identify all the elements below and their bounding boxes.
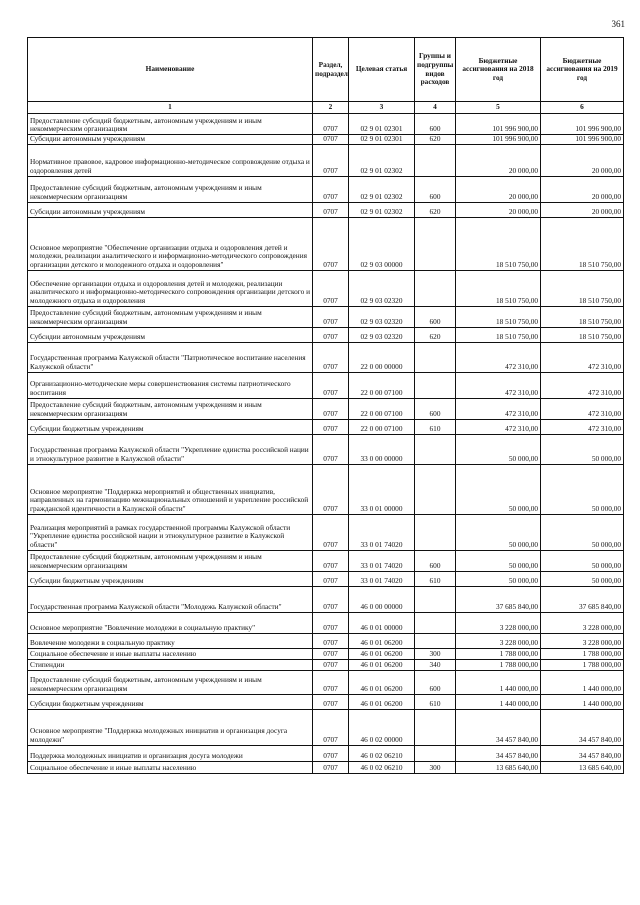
cell-name: Предоставление субсидий бюджетным, автономным учреждениям и иным некоммерческим организациям: [28, 398, 313, 419]
cell-y2019: 37 685 840,00: [541, 586, 624, 612]
column-number: 4: [415, 102, 456, 114]
cell-y2019: 1 440 000,00: [541, 670, 624, 694]
cell-y2018: 472 310,00: [456, 398, 541, 419]
cell-y2018: 13 685 640,00: [456, 761, 541, 773]
cell-name: Предоставление субсидий бюджетным, автономным учреждениям и иным некоммерческим организациям: [28, 114, 313, 135]
cell-group: 620: [415, 202, 456, 217]
cell-group: 600: [415, 398, 456, 419]
cell-section: 0707: [313, 550, 349, 571]
cell-name: Субсидии бюджетным учреждениям: [28, 694, 313, 709]
cell-name: Социальное обеспечение и иные выплаты населению: [28, 761, 313, 773]
table-header-row: [28, 38, 624, 102]
cell-y2018: 1 440 000,00: [456, 670, 541, 694]
cell-y2018: 18 510 750,00: [456, 306, 541, 327]
cell-name: Государственная программа Калужской области "Патриотическое воспитание населения Калужской области": [28, 342, 313, 372]
cell-section: 0707: [313, 398, 349, 419]
cell-y2018: 1 788 000,00: [456, 659, 541, 670]
cell-y2018: 18 510 750,00: [456, 217, 541, 270]
table-row: [28, 745, 624, 761]
table-row: [28, 648, 624, 659]
cell-y2018: 37 685 840,00: [456, 586, 541, 612]
table-row: [28, 398, 624, 419]
table-row: [28, 709, 624, 745]
cell-y2019: 20 000,00: [541, 202, 624, 217]
cell-group: 620: [415, 327, 456, 342]
cell-y2018: 18 510 750,00: [456, 270, 541, 306]
table-row: [28, 586, 624, 612]
cell-group: [415, 612, 456, 633]
column-number: 1: [28, 102, 313, 114]
cell-y2018: 34 457 840,00: [456, 709, 541, 745]
cell-group: 600: [415, 306, 456, 327]
table-row: [28, 342, 624, 372]
cell-name: Социальное обеспечение и иные выплаты населению: [28, 648, 313, 659]
cell-y2019: 472 310,00: [541, 419, 624, 434]
cell-section: 0707: [313, 144, 349, 176]
cell-group: 600: [415, 550, 456, 571]
cell-y2019: 20 000,00: [541, 176, 624, 202]
cell-y2019: 50 000,00: [541, 434, 624, 464]
table-row: [28, 144, 624, 176]
table-row: [28, 464, 624, 514]
header-name: Наименование: [28, 38, 313, 102]
cell-name: Субсидии автономным учреждениям: [28, 135, 313, 145]
cell-article: 02 9 01 02302: [349, 202, 415, 217]
cell-y2019: 101 996 900,00: [541, 114, 624, 135]
cell-group: [415, 217, 456, 270]
cell-article: 02 9 01 02302: [349, 144, 415, 176]
cell-section: 0707: [313, 342, 349, 372]
cell-y2019: 18 510 750,00: [541, 217, 624, 270]
cell-group: 300: [415, 761, 456, 773]
cell-y2019: 472 310,00: [541, 398, 624, 419]
cell-y2018: 50 000,00: [456, 464, 541, 514]
cell-article: 46 0 01 06200: [349, 659, 415, 670]
cell-name: Поддержка молодежных инициатив и организация досуга молодежи: [28, 745, 313, 761]
cell-y2019: 50 000,00: [541, 571, 624, 586]
cell-y2018: 472 310,00: [456, 342, 541, 372]
cell-group: [415, 709, 456, 745]
cell-y2019: 20 000,00: [541, 144, 624, 176]
cell-section: 0707: [313, 372, 349, 398]
cell-y2018: 472 310,00: [456, 372, 541, 398]
cell-section: 0707: [313, 659, 349, 670]
cell-name: Основное мероприятие "Обеспечение организации отдыха и оздоровления детей и молодежи, реализации аналитического и информационно-методического сопровождения организации детского и молодежного отдыха и оздоровления": [28, 217, 313, 270]
cell-name: Вовлечение молодежи в социальную практику: [28, 633, 313, 648]
cell-section: 0707: [313, 571, 349, 586]
cell-article: 33 0 00 00000: [349, 434, 415, 464]
cell-group: [415, 270, 456, 306]
cell-group: 610: [415, 694, 456, 709]
cell-y2018: 3 228 000,00: [456, 612, 541, 633]
cell-name: Предоставление субсидий бюджетным, автономным учреждениям и иным некоммерческим организациям: [28, 670, 313, 694]
cell-name: Предоставление субсидий бюджетным, автономным учреждениям и иным некоммерческим организациям: [28, 176, 313, 202]
cell-section: 0707: [313, 648, 349, 659]
cell-name: Организационно-методические меры совершенствования системы патриотического воспитания: [28, 372, 313, 398]
cell-group: [415, 514, 456, 550]
cell-article: 46 0 02 06210: [349, 745, 415, 761]
cell-name: Государственная программа Калужской области "Молодежь Калужской области": [28, 586, 313, 612]
cell-name: Предоставление субсидий бюджетным, автономным учреждениям и иным некоммерческим организациям: [28, 550, 313, 571]
cell-group: [415, 434, 456, 464]
cell-article: 02 9 03 02320: [349, 270, 415, 306]
cell-name: Обеспечение организации отдыха и оздоровления детей и молодежи, реализации аналитического и информационно-методического сопровождения организации детского и молодежного отдыха и оздоровления: [28, 270, 313, 306]
cell-y2019: 3 228 000,00: [541, 633, 624, 648]
header-article: Целевая статья: [349, 38, 415, 102]
table-row: [28, 434, 624, 464]
cell-y2018: 50 000,00: [456, 550, 541, 571]
table-row: [28, 270, 624, 306]
header-year2: Бюджетные ассигнования на 2019 год: [541, 38, 624, 102]
cell-article: 46 0 01 06200: [349, 633, 415, 648]
cell-article: 46 0 02 00000: [349, 709, 415, 745]
table-row: [28, 135, 624, 145]
cell-group: 300: [415, 648, 456, 659]
cell-section: 0707: [313, 709, 349, 745]
cell-y2018: 1 440 000,00: [456, 694, 541, 709]
column-number: 5: [456, 102, 541, 114]
cell-article: 46 0 01 06200: [349, 670, 415, 694]
cell-name: Нормативное правовое, кадровое информационно-методическое сопровождение отдыха и оздоровления детей: [28, 144, 313, 176]
cell-group: 600: [415, 114, 456, 135]
cell-section: 0707: [313, 761, 349, 773]
cell-article: 46 0 00 00000: [349, 586, 415, 612]
cell-group: 340: [415, 659, 456, 670]
table-row: [28, 327, 624, 342]
cell-group: [415, 745, 456, 761]
cell-section: 0707: [313, 270, 349, 306]
cell-y2018: 20 000,00: [456, 144, 541, 176]
cell-article: 22 0 00 07100: [349, 419, 415, 434]
cell-group: 600: [415, 670, 456, 694]
cell-group: [415, 144, 456, 176]
cell-section: 0707: [313, 114, 349, 135]
cell-article: 22 0 00 07100: [349, 398, 415, 419]
cell-y2018: 20 000,00: [456, 202, 541, 217]
cell-y2018: 20 000,00: [456, 176, 541, 202]
cell-name: Субсидии бюджетным учреждениям: [28, 419, 313, 434]
cell-y2019: 1 788 000,00: [541, 648, 624, 659]
cell-y2019: 34 457 840,00: [541, 745, 624, 761]
cell-y2019: 50 000,00: [541, 550, 624, 571]
table-row: [28, 114, 624, 135]
table-row: [28, 217, 624, 270]
header-group: Группы и подгруппы видов расходов: [415, 38, 456, 102]
cell-name: Предоставление субсидий бюджетным, автономным учреждениям и иным некоммерческим организациям: [28, 306, 313, 327]
page-number: 361: [611, 19, 625, 29]
cell-section: 0707: [313, 612, 349, 633]
cell-y2018: 34 457 840,00: [456, 745, 541, 761]
column-number-row: [28, 102, 624, 114]
cell-name: Стипендии: [28, 659, 313, 670]
cell-article: 33 0 01 74020: [349, 550, 415, 571]
cell-section: 0707: [313, 464, 349, 514]
cell-section: 0707: [313, 202, 349, 217]
cell-name: Основное мероприятие "Поддержка мероприятий и общественных инициатив, направленных на гармонизацию межнациональных отношений и укрепление российской гражданской идентичности в Калужской области": [28, 464, 313, 514]
cell-section: 0707: [313, 176, 349, 202]
table-row: [28, 659, 624, 670]
table-row: [28, 419, 624, 434]
cell-article: 02 9 03 00000: [349, 217, 415, 270]
table-row: [28, 670, 624, 694]
budget-table: [27, 37, 624, 774]
cell-section: 0707: [313, 327, 349, 342]
cell-article: 33 0 01 74020: [349, 571, 415, 586]
cell-name: Субсидии бюджетным учреждениям: [28, 571, 313, 586]
cell-y2019: 50 000,00: [541, 464, 624, 514]
cell-y2018: 472 310,00: [456, 419, 541, 434]
cell-y2019: 13 685 640,00: [541, 761, 624, 773]
cell-section: 0707: [313, 670, 349, 694]
cell-name: Основное мероприятие "Вовлечение молодежи в социальную практику": [28, 612, 313, 633]
cell-article: 33 0 01 00000: [349, 464, 415, 514]
cell-section: 0707: [313, 514, 349, 550]
cell-y2019: 50 000,00: [541, 514, 624, 550]
table-row: [28, 202, 624, 217]
cell-y2018: 50 000,00: [456, 571, 541, 586]
cell-y2019: 1 440 000,00: [541, 694, 624, 709]
cell-y2019: 34 457 840,00: [541, 709, 624, 745]
cell-y2018: 1 788 000,00: [456, 648, 541, 659]
cell-y2019: 1 788 000,00: [541, 659, 624, 670]
column-number: 6: [541, 102, 624, 114]
cell-y2019: 18 510 750,00: [541, 327, 624, 342]
cell-article: 46 0 01 06200: [349, 694, 415, 709]
cell-article: 33 0 01 74020: [349, 514, 415, 550]
cell-y2019: 101 996 900,00: [541, 135, 624, 145]
cell-article: 02 9 01 02301: [349, 135, 415, 145]
table-row: [28, 571, 624, 586]
cell-group: [415, 633, 456, 648]
cell-article: 46 0 02 06210: [349, 761, 415, 773]
cell-article: 22 0 00 00000: [349, 342, 415, 372]
cell-y2018: 18 510 750,00: [456, 327, 541, 342]
header-section: Раздел, подраздел: [313, 38, 349, 102]
cell-group: 610: [415, 419, 456, 434]
cell-article: 02 9 03 02320: [349, 327, 415, 342]
cell-section: 0707: [313, 306, 349, 327]
cell-section: 0707: [313, 419, 349, 434]
cell-y2019: 472 310,00: [541, 372, 624, 398]
cell-group: 610: [415, 571, 456, 586]
cell-section: 0707: [313, 135, 349, 145]
cell-y2019: 18 510 750,00: [541, 306, 624, 327]
table-row: [28, 550, 624, 571]
cell-group: 620: [415, 135, 456, 145]
cell-article: 46 0 01 00000: [349, 612, 415, 633]
cell-name: Основное мероприятие "Поддержка молодежных инициатив и организация досуга молодежи": [28, 709, 313, 745]
cell-name: Субсидии автономным учреждениям: [28, 202, 313, 217]
table-row: [28, 306, 624, 327]
table-row: [28, 372, 624, 398]
cell-section: 0707: [313, 434, 349, 464]
header-year1: Бюджетные ассигнования на 2018 год: [456, 38, 541, 102]
cell-y2018: 3 228 000,00: [456, 633, 541, 648]
cell-group: [415, 342, 456, 372]
cell-article: 46 0 01 06200: [349, 648, 415, 659]
cell-y2018: 101 996 900,00: [456, 135, 541, 145]
cell-section: 0707: [313, 694, 349, 709]
table-row: [28, 761, 624, 773]
cell-y2018: 50 000,00: [456, 514, 541, 550]
table-row: [28, 514, 624, 550]
cell-group: [415, 464, 456, 514]
cell-name: Реализация мероприятий в рамках государственной программы Калужской области "Укрепление единства российской нации и этнокультурное развитие в Калужской области": [28, 514, 313, 550]
cell-name: Субсидии автономным учреждениям: [28, 327, 313, 342]
cell-article: 02 9 03 02320: [349, 306, 415, 327]
cell-group: 600: [415, 176, 456, 202]
cell-y2019: 3 228 000,00: [541, 612, 624, 633]
cell-section: 0707: [313, 633, 349, 648]
cell-article: 22 0 00 07100: [349, 372, 415, 398]
cell-y2019: 18 510 750,00: [541, 270, 624, 306]
cell-section: 0707: [313, 217, 349, 270]
cell-group: [415, 586, 456, 612]
cell-article: 02 9 01 02302: [349, 176, 415, 202]
cell-section: 0707: [313, 586, 349, 612]
column-number: 2: [313, 102, 349, 114]
table-row: [28, 176, 624, 202]
cell-group: [415, 372, 456, 398]
cell-y2019: 472 310,00: [541, 342, 624, 372]
cell-article: 02 9 01 02301: [349, 114, 415, 135]
column-number: 3: [349, 102, 415, 114]
table-row: [28, 612, 624, 633]
cell-name: Государственная программа Калужской области "Укрепление единства российской нации и этнокультурное развитие в Калужской области": [28, 434, 313, 464]
table-row: [28, 633, 624, 648]
cell-y2018: 50 000,00: [456, 434, 541, 464]
table-row: [28, 694, 624, 709]
cell-y2018: 101 996 900,00: [456, 114, 541, 135]
cell-section: 0707: [313, 745, 349, 761]
